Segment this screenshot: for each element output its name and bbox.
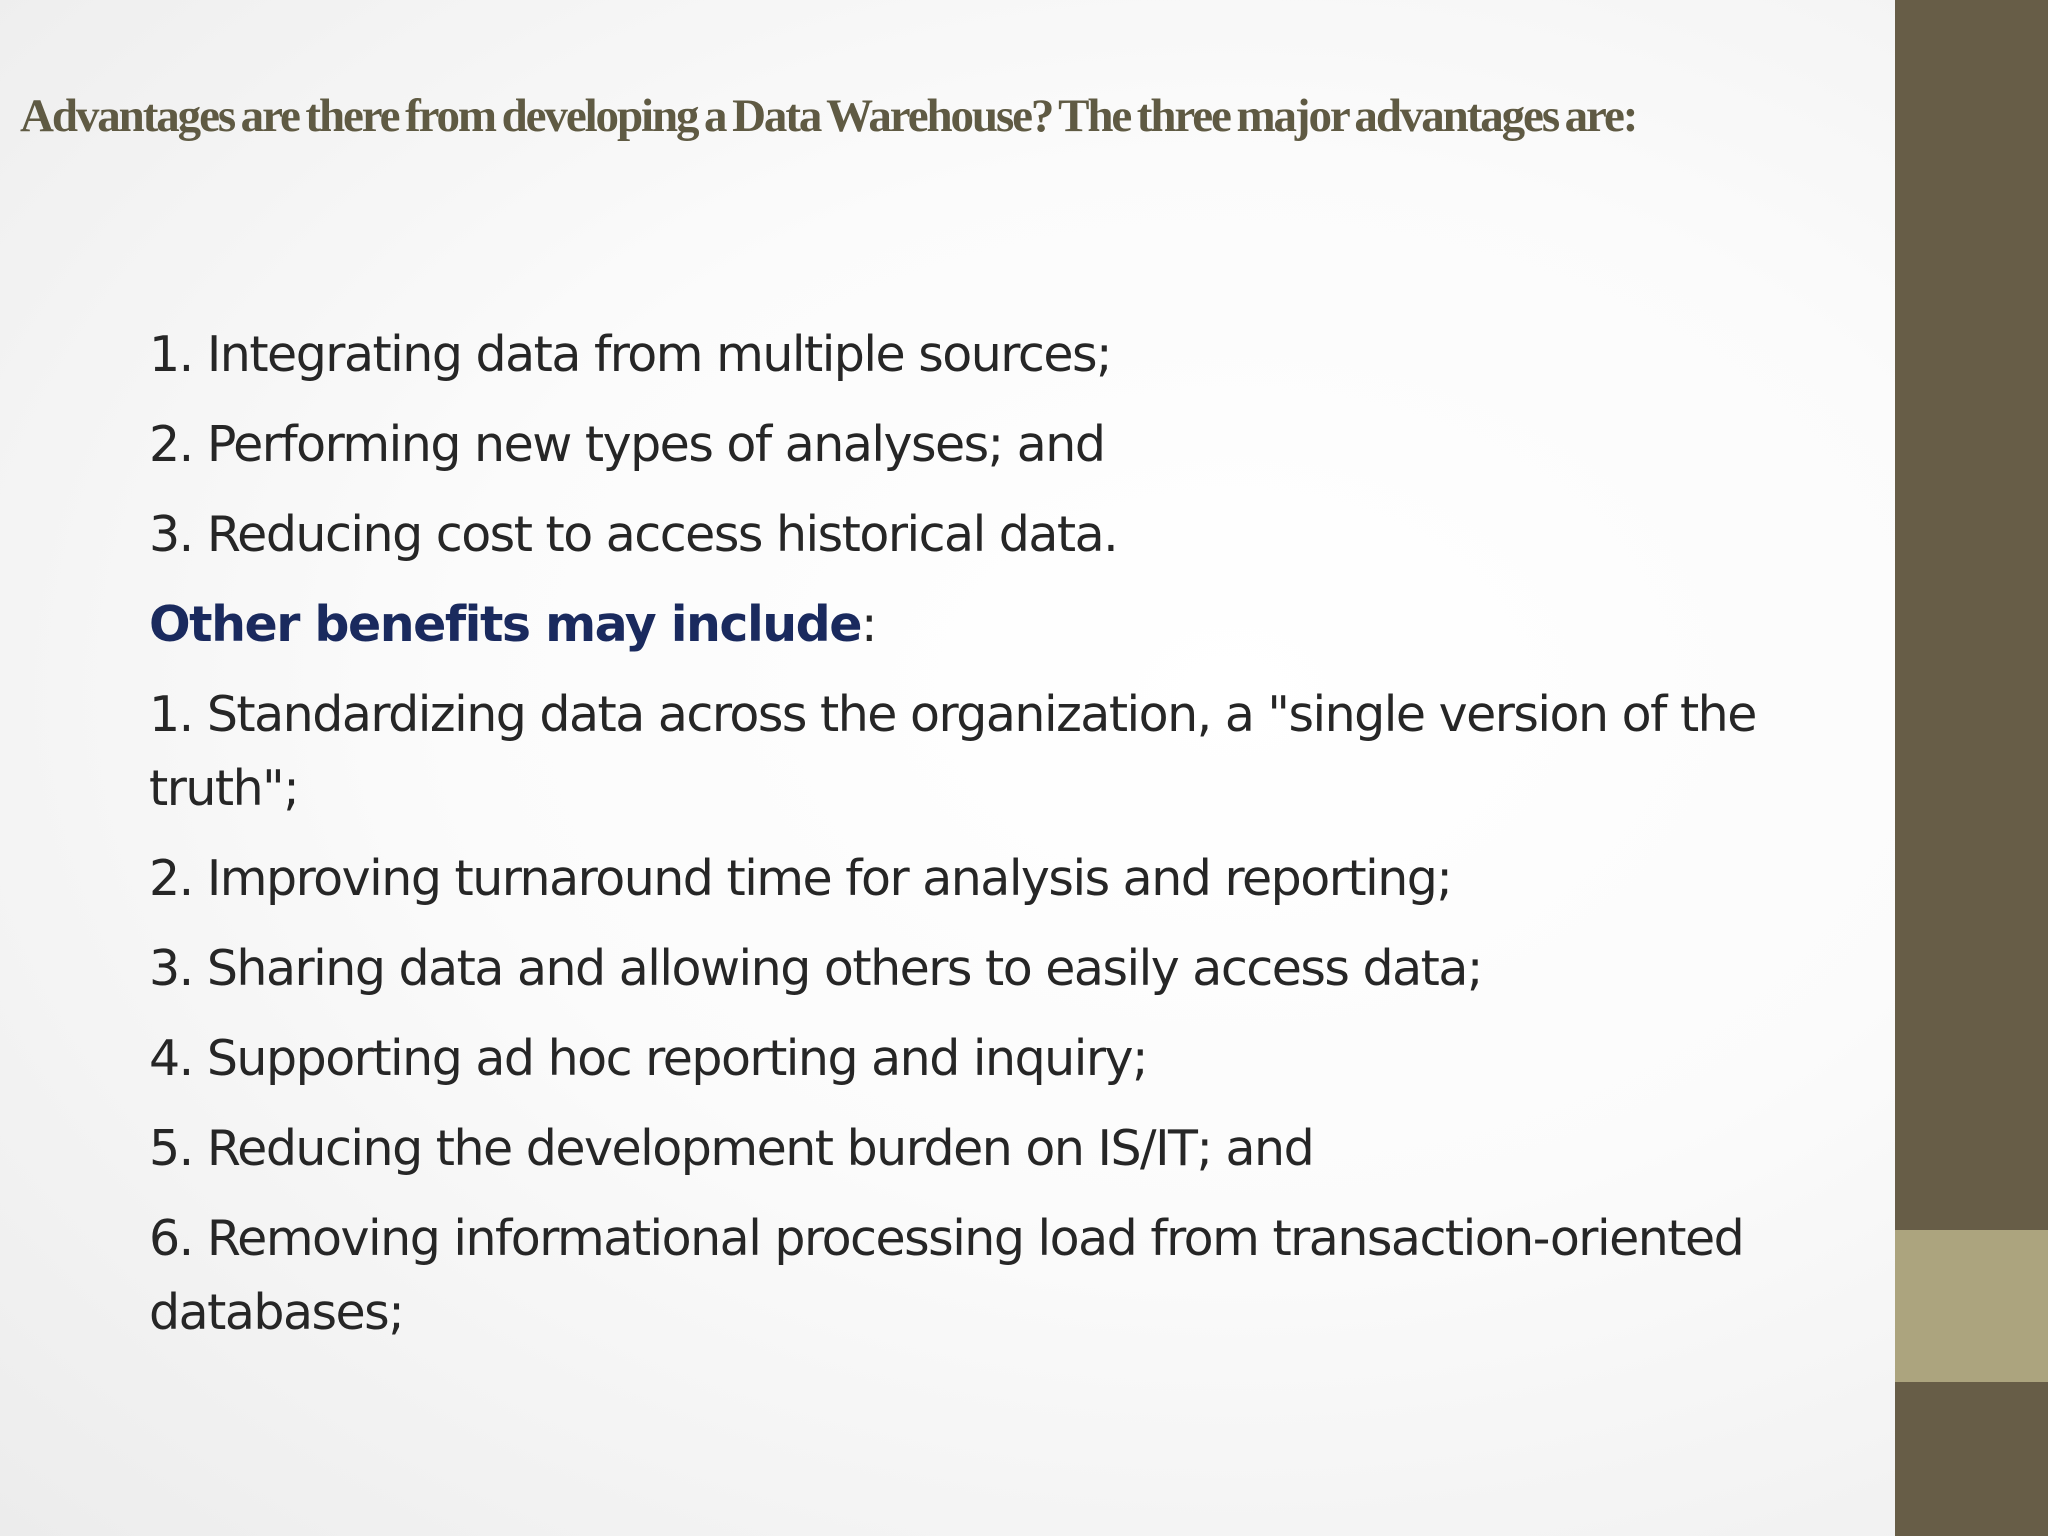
other-benefit-5: 5. Reducing the development burden on IS/IT; and — [149, 1120, 1314, 1177]
major-advantage-2: 2. Performing new types of analyses; and — [149, 416, 1105, 473]
slide-title: Advantages are there from developing a Data Warehouse? The three major advantages are: — [20, 90, 1637, 142]
other-benefits-heading-line — [149, 588, 1769, 662]
other-benefit-2: 2. Improving turnaround time for analysis and reporting; — [149, 850, 1452, 907]
major-advantage-3: 3. Reducing cost to access historical data. — [149, 506, 1118, 563]
major-advantage-1: 1. Integrating data from multiple sources; — [149, 326, 1112, 383]
other-benefit-6: 6. Removing informational processing load from transaction-oriented databases; — [149, 1210, 1744, 1341]
other-benefits-heading: Other benefits may include — [149, 596, 861, 653]
slide-body — [149, 318, 1769, 1366]
other-benefit-1: 1. Standardizing data across the organization, a "single version of the truth"; — [149, 686, 1756, 817]
other-benefit-4: 4. Supporting ad hoc reporting and inquiry; — [149, 1030, 1147, 1087]
other-benefit-3: 3. Sharing data and allowing others to easily access data; — [149, 940, 1482, 997]
sidebar-accent-block — [1895, 1230, 2048, 1382]
other-benefits-colon: : — [860, 596, 876, 653]
